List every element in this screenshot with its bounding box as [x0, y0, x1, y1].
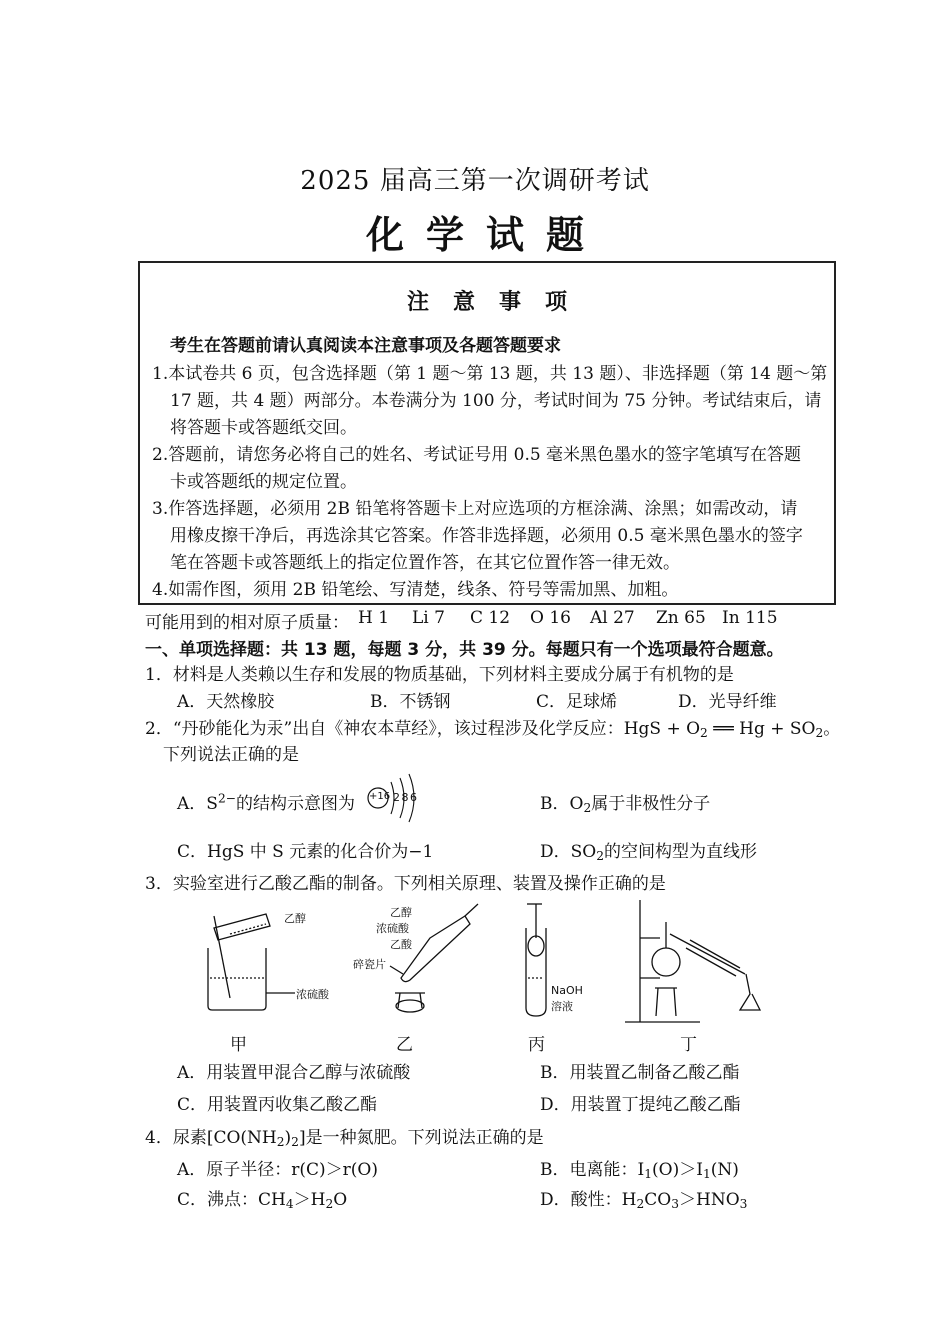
- beaker-outline: [208, 948, 266, 1010]
- flask: [652, 948, 680, 976]
- q3-stem: 3．实验室进行乙酸乙酯的制备。下列相关原理、装置及操作正确的是: [145, 874, 666, 894]
- subject-title: 化学试题: [365, 212, 606, 257]
- burner-ding: [655, 988, 677, 1016]
- caption-bing: 丙: [528, 1035, 545, 1055]
- atom-structure-diagram: [366, 770, 426, 826]
- atomic-mass-item: Zn 65: [656, 608, 706, 628]
- q2-option-c: C．HgS 中 S 元素的化合价为−1: [177, 842, 434, 862]
- condenser-jacket: [686, 940, 740, 976]
- notice-box: [138, 261, 836, 605]
- atomic-mass-item: C 12: [470, 608, 511, 628]
- label-yi-3: 乙酸: [390, 938, 412, 951]
- shell-electrons: 2 8 6: [393, 791, 416, 804]
- q2-option-a: A．$S^{2-}$的结构示意图为: [177, 791, 355, 814]
- notice-line: 3.作答选择题，必须用 2B 铅笔将答题卡上对应选项的方框涂满、涂黑；如需改动，请: [152, 499, 798, 519]
- apparatus-jia: [208, 914, 295, 1010]
- caption-jia: 甲: [230, 1035, 247, 1055]
- label-naoh: NaOH: [551, 984, 583, 997]
- notice-intro: 考生在答题前请认真阅读本注意事项及各题答题要求: [170, 336, 561, 356]
- tilted-cylinder: [214, 914, 270, 940]
- q1-option-a: A．天然橡胶: [177, 692, 275, 712]
- notice-line: 4.如需作图，须用 2B 铅笔绘、写清楚，线条、符号等需加黑、加粗。: [152, 580, 679, 600]
- section-heading: 一、单项选择题：共 13 题，每题 3 分，共 39 分。每题只有一个选项最符合题意。: [145, 640, 784, 660]
- label-chips: 碎瓷片: [353, 958, 386, 971]
- atomic-mass-item: Al 27: [590, 608, 635, 628]
- q1-option-c: C．足球烯: [536, 692, 618, 712]
- q4-option-a: A．原子半径：r(C)＞r(O): [177, 1160, 379, 1180]
- condenser-inner: [670, 934, 745, 974]
- q2-stem: 2．“丹砂能化为汞”出自《神农本草经》，该过程涉及化学反应：HgS + $O_2$ ══ $Hg + SO_2$。: [145, 719, 841, 741]
- q4-option-c: C．沸点：$CH_4>H_2O$: [177, 1190, 348, 1212]
- q2-stem-2: 下列说法正确的是: [163, 745, 299, 765]
- caption-ding: 丁: [680, 1035, 697, 1055]
- q2-option-b: B．$O_2$属于非极性分子: [540, 794, 711, 816]
- exam-title: 2025 届高三第一次调研考试: [300, 166, 650, 196]
- apparatus-figure: [200, 898, 790, 1033]
- q2-option-d: D．$SO_2$的空间构型为直线形: [540, 842, 758, 864]
- q1-stem: 1．材料是人类赖以生存和发展的物质基础，下列材料主要成分属于有机物的是: [145, 665, 734, 685]
- label-yi-1: 乙醇: [390, 906, 412, 919]
- bulb: [528, 936, 544, 956]
- q4-option-d: D．酸性：$H_2CO_3>HNO_3$: [540, 1190, 748, 1212]
- notice-line: 2.答题前，请您务必将自己的姓名、考试证号用 0.5 毫米黑色墨水的签字笔填写在答题: [152, 445, 802, 465]
- q1-option-d: D．光导纤维: [678, 692, 777, 712]
- q4-option-b: B．电离能：$I_1(O)>I_1(N)$: [540, 1160, 739, 1182]
- q4-stem: 4．尿素$[CO(NH_2)_2]$是一种氮肥。下列说法正确的是: [145, 1128, 544, 1150]
- q1-option-b: B．不锈钢: [370, 692, 451, 712]
- atomic-mass-item: Li 7: [412, 608, 445, 628]
- atomic-mass-item: O 16: [530, 608, 571, 628]
- q3-option-d: D．用装置丁提纯乙酸乙酯: [540, 1095, 741, 1115]
- q3-option-a: A．用装置甲混合乙醇与浓硫酸: [177, 1063, 411, 1083]
- atomic-masses-label: 可能用到的相对原子质量：: [145, 613, 349, 633]
- notice-line: 用橡皮擦干净后，再选涂其它答案。作答非选择题，必须用 0.5 毫米黑色墨水的签字: [170, 526, 803, 546]
- notice-line: 将答题卡或答题纸交回。: [170, 418, 357, 438]
- apparatus-bing: [526, 904, 546, 1016]
- apparatus-ding: [625, 900, 760, 1022]
- label-yi-2: 浓硫酸: [376, 922, 409, 935]
- label-solution: 溶液: [551, 1000, 573, 1013]
- label-conc-acid: 浓硫酸: [296, 988, 329, 1001]
- notice-line: 17 题，共 4 题）两部分。本卷满分为 100 分，考试时间为 75 分钟。考试结束后，请: [170, 391, 822, 411]
- notice-line: 1.本试卷共 6 页，包含选择题（第 1 题～第 13 题，共 13 题）、非选择题（第 14 题～第: [152, 364, 828, 384]
- burner: [396, 1000, 424, 1012]
- notice-title: 注意事项: [406, 290, 591, 315]
- q3-option-b: B．用装置乙制备乙酸乙酯: [540, 1063, 740, 1083]
- label-ethanol: 乙醇: [284, 912, 306, 925]
- receiving-flask: [740, 974, 760, 1010]
- notice-line: 卡或答题纸的规定位置。: [170, 472, 357, 492]
- nucleus-label: +16: [369, 791, 391, 802]
- atomic-mass-item: H 1: [358, 608, 390, 628]
- label-line-chips: [390, 966, 403, 974]
- glass-rod: [214, 916, 230, 998]
- q3-option-c: C．用装置丙收集乙酸乙酯: [177, 1095, 378, 1115]
- caption-yi: 乙: [396, 1035, 413, 1055]
- atomic-mass-item: In 115: [722, 608, 778, 628]
- notice-line: 笔在答题卡或答题纸上的指定位置作答，在其它位置作答一律无效。: [170, 553, 680, 573]
- delivery-tube: [465, 904, 478, 916]
